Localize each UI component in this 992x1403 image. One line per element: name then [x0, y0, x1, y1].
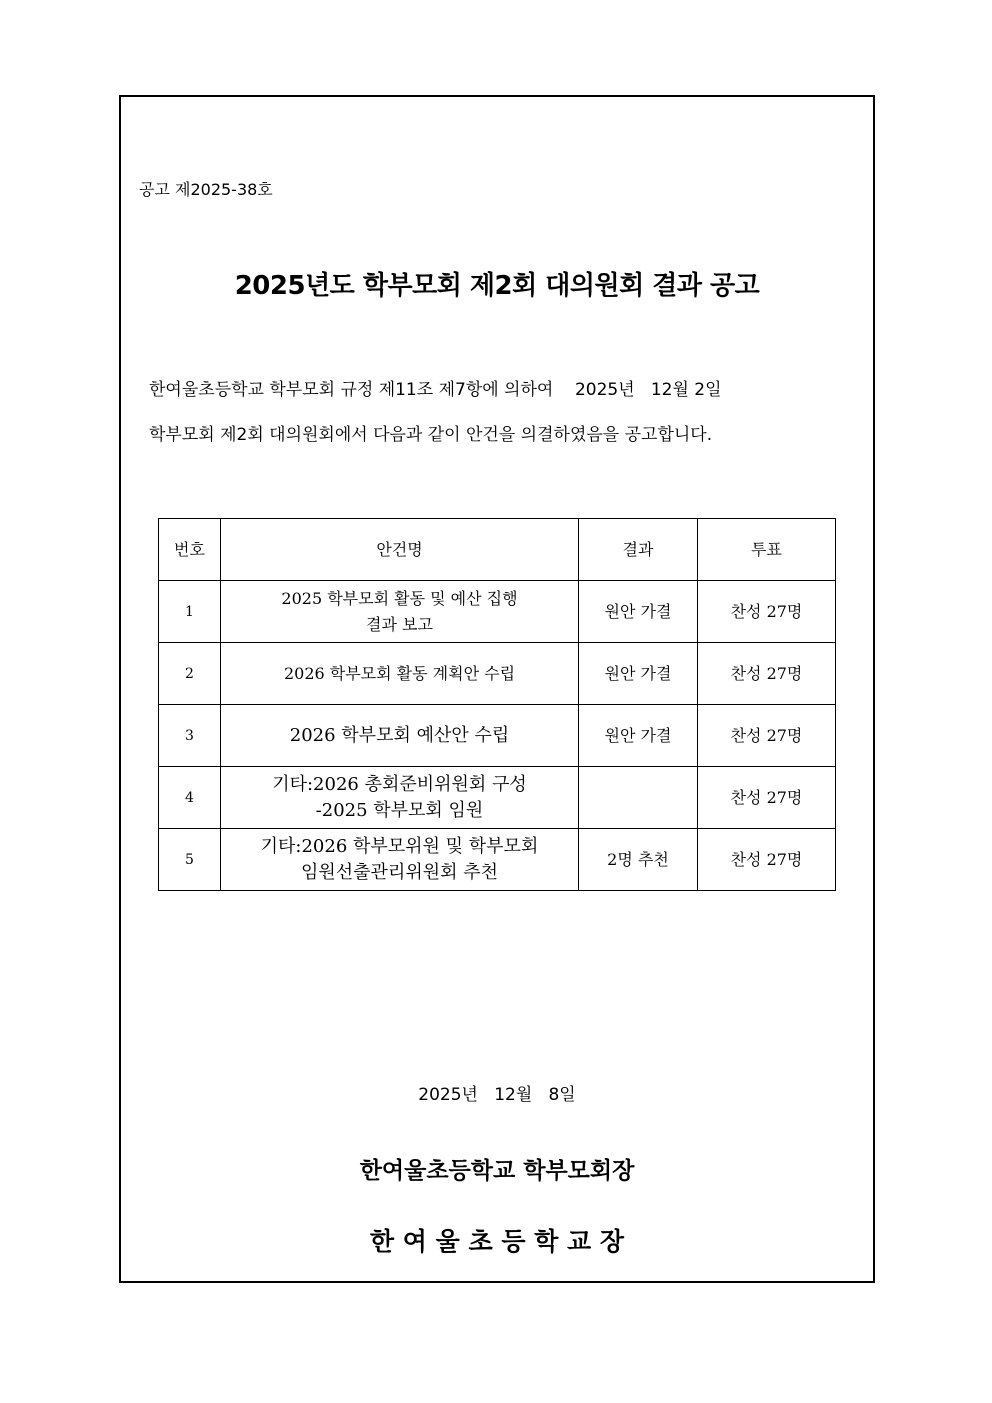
school-principal: 한 여 울 초 등 학 교 장: [369, 1227, 625, 1256]
header-number: 번호: [159, 519, 221, 581]
agenda-line: 결과 보고: [366, 614, 433, 634]
row-number: 5: [159, 829, 221, 891]
row-vote: 찬성 27명: [698, 581, 836, 643]
row-result: 원안 가결: [579, 705, 698, 767]
table-row: [159, 705, 836, 767]
agenda-line: -2025 학부모회 임원: [315, 799, 484, 821]
row-vote: 찬성 27명: [698, 705, 836, 767]
agenda-line: 임원선출관리위원회 추천: [301, 861, 498, 883]
row-vote: 찬성 27명: [698, 643, 836, 705]
document-title: 2025년도 학부모회 제2회 대의원회 결과 공고: [234, 271, 760, 301]
row-result: [579, 767, 698, 829]
header-result: 결과: [579, 519, 698, 581]
row-agenda: [221, 767, 579, 829]
agenda-table: [158, 518, 836, 891]
row-agenda: 2026 학부모회 예산안 수립: [221, 705, 579, 767]
row-number: 1: [159, 581, 221, 643]
row-number: 2: [159, 643, 221, 705]
table-row: [159, 643, 836, 705]
table-row: [159, 581, 836, 643]
table-row: [159, 829, 836, 891]
row-result: 원안 가결: [579, 643, 698, 705]
header-agenda: 안건명: [221, 519, 579, 581]
row-agenda: [221, 581, 579, 643]
issue-date: 2025년 12월 8일: [418, 1085, 576, 1105]
row-agenda: 2026 학부모회 활동 계획안 수립: [221, 643, 579, 705]
agenda-line: 2025 학부모회 활동 및 예산 집행: [281, 588, 518, 608]
row-result: 2명 추천: [579, 829, 698, 891]
agenda-line: 기타:2026 총회준비위원회 구성: [272, 773, 527, 795]
row-agenda: [221, 829, 579, 891]
row-result: 원안 가결: [579, 581, 698, 643]
agenda-line: 기타:2026 학부모위원 및 학부모회: [260, 835, 539, 857]
header-vote: 투표: [698, 519, 836, 581]
table-header-row: [159, 519, 836, 581]
notice-number: 공고 제2025-38호: [139, 180, 273, 199]
row-vote: 찬성 27명: [698, 767, 836, 829]
body-line-2: 학부모회 제2회 대의원회에서 다음과 같이 안건을 의결하였음을 공고합니다.: [149, 425, 713, 445]
row-number: 3: [159, 705, 221, 767]
table-row: [159, 767, 836, 829]
row-vote: 찬성 27명: [698, 829, 836, 891]
parent-association-chair: 한여울초등학교 학부모회장: [359, 1157, 635, 1184]
body-line-1: 한여울초등학교 학부모회 규정 제11조 제7항에 의하여 2025년 12월 2일: [149, 380, 722, 400]
row-number: 4: [159, 767, 221, 829]
